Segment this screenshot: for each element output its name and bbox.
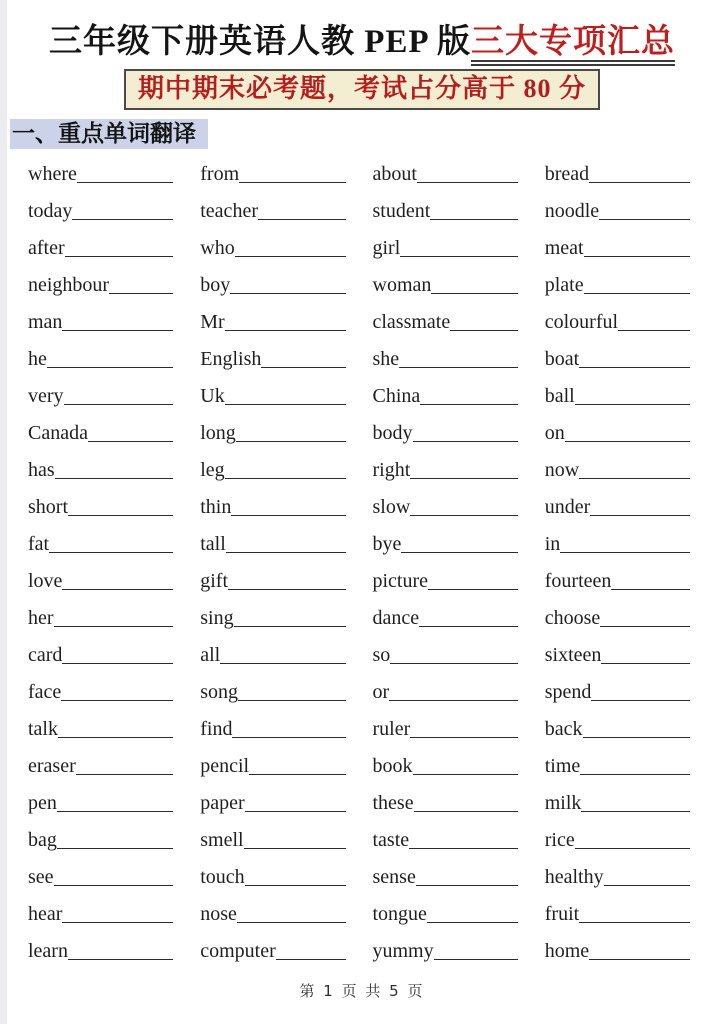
- answer-blank: [583, 737, 690, 738]
- answer-blank: [276, 959, 346, 960]
- word-cell: [200, 561, 345, 598]
- section-heading: 一、重点单词翻译: [10, 119, 208, 149]
- answer-blank: [417, 182, 518, 183]
- word-cell: [200, 413, 345, 450]
- word-cell: [200, 635, 345, 672]
- answer-blank: [589, 959, 690, 960]
- word-text: healthy: [544, 866, 604, 888]
- word-column: [373, 154, 518, 968]
- word-text: right: [372, 459, 411, 481]
- answer-blank: [236, 441, 346, 442]
- word-text: ball: [544, 385, 575, 407]
- page-title: [0, 22, 724, 62]
- word-cell: [200, 894, 345, 931]
- answer-blank: [428, 589, 518, 590]
- scan-edge-artifact: [0, 0, 7, 1024]
- word-text: sing: [200, 607, 234, 629]
- word-text: these: [372, 792, 414, 814]
- word-cell: [545, 228, 690, 265]
- word-cell: [373, 598, 518, 635]
- word-cell: [373, 524, 518, 561]
- answer-blank: [413, 441, 518, 442]
- answer-blank: [47, 367, 173, 368]
- answer-blank: [55, 478, 174, 479]
- answer-blank: [431, 293, 517, 294]
- word-text: after: [28, 237, 65, 259]
- word-text: from: [200, 163, 240, 185]
- word-text: in: [544, 533, 561, 555]
- answer-blank: [579, 478, 690, 479]
- answer-blank: [575, 848, 690, 849]
- word-text: face: [28, 681, 62, 703]
- words-grid: [0, 149, 724, 968]
- answer-blank: [261, 367, 345, 368]
- answer-blank: [416, 885, 518, 886]
- answer-blank: [72, 219, 173, 220]
- word-cell: [373, 450, 518, 487]
- word-cell: [28, 672, 173, 709]
- word-text: touch: [200, 866, 245, 888]
- answer-blank: [409, 848, 518, 849]
- answer-blank: [109, 293, 173, 294]
- word-text: China: [372, 385, 421, 407]
- word-text: tall: [200, 533, 226, 555]
- answer-blank: [232, 737, 345, 738]
- word-cell: [373, 746, 518, 783]
- word-text: eraser: [28, 755, 76, 777]
- word-text: English: [200, 348, 262, 370]
- answer-blank: [591, 700, 690, 701]
- word-cell: [545, 265, 690, 302]
- answer-blank: [239, 182, 345, 183]
- answer-blank: [228, 589, 345, 590]
- word-cell: [545, 894, 690, 931]
- answer-blank: [88, 441, 173, 442]
- answer-blank: [62, 663, 173, 664]
- word-cell: [545, 191, 690, 228]
- answer-blank: [410, 478, 517, 479]
- word-text: paper: [200, 792, 245, 814]
- word-text: bye: [372, 533, 402, 555]
- answer-blank: [580, 774, 690, 775]
- word-cell: [28, 561, 173, 598]
- word-cell: [28, 228, 173, 265]
- word-cell: [373, 265, 518, 302]
- word-cell: [28, 524, 173, 561]
- word-text: leg: [200, 459, 225, 481]
- word-text: pencil: [200, 755, 250, 777]
- answer-blank: [238, 700, 345, 701]
- word-text: she: [372, 348, 400, 370]
- answer-blank: [584, 293, 690, 294]
- answer-blank: [54, 885, 174, 886]
- word-cell: [545, 487, 690, 524]
- word-cell: [545, 302, 690, 339]
- answer-blank: [225, 404, 346, 405]
- answer-blank: [234, 626, 346, 627]
- word-text: Mr: [200, 311, 225, 333]
- word-text: sixteen: [544, 644, 602, 666]
- word-text: home: [544, 940, 590, 962]
- word-cell: [28, 154, 173, 191]
- answer-blank: [68, 959, 173, 960]
- answer-blank: [77, 182, 173, 183]
- answer-blank: [414, 811, 518, 812]
- word-cell: [545, 857, 690, 894]
- word-text: Uk: [200, 385, 225, 407]
- answer-blank: [49, 552, 173, 553]
- word-text: dance: [372, 607, 420, 629]
- word-cell: [200, 857, 345, 894]
- word-text: colourful: [544, 311, 619, 333]
- word-text: nose: [200, 903, 237, 925]
- word-cell: [200, 154, 345, 191]
- answer-blank: [62, 330, 173, 331]
- word-text: now: [544, 459, 580, 481]
- word-cell: [28, 820, 173, 857]
- word-cell: [200, 746, 345, 783]
- word-cell: [373, 931, 518, 968]
- word-cell: [373, 783, 518, 820]
- word-text: short: [28, 496, 68, 518]
- word-text: picture: [372, 570, 429, 592]
- word-text: yummy: [372, 940, 434, 962]
- answer-blank: [231, 515, 345, 516]
- word-text: man: [28, 311, 63, 333]
- answer-blank: [579, 922, 690, 923]
- word-cell: [200, 783, 345, 820]
- word-cell: [200, 672, 345, 709]
- answer-blank: [575, 404, 690, 405]
- word-cell: [28, 783, 173, 820]
- word-text: girl: [372, 237, 401, 259]
- page-number: 第 1 页 共 5 页: [299, 982, 425, 1000]
- word-text: time: [544, 755, 581, 777]
- answer-blank: [410, 737, 517, 738]
- answer-blank: [57, 848, 173, 849]
- word-cell: [545, 154, 690, 191]
- word-text: book: [372, 755, 413, 777]
- subtitle-row: [0, 69, 724, 110]
- word-text: long: [200, 422, 236, 444]
- word-cell: [200, 450, 345, 487]
- word-cell: [545, 746, 690, 783]
- word-text: choose: [544, 607, 601, 629]
- word-cell: [545, 820, 690, 857]
- word-cell: [28, 339, 173, 376]
- word-cell: [200, 931, 345, 968]
- answer-blank: [584, 256, 690, 257]
- section-heading-row: [10, 119, 724, 149]
- word-cell: [200, 339, 345, 376]
- word-column: [200, 154, 345, 968]
- word-text: he: [28, 348, 47, 370]
- word-text: neighbour: [28, 274, 110, 296]
- word-cell: [373, 191, 518, 228]
- word-cell: [200, 302, 345, 339]
- word-cell: [200, 598, 345, 635]
- word-text: teacher: [200, 200, 258, 222]
- word-text: ruler: [372, 718, 411, 740]
- word-cell: [373, 635, 518, 672]
- word-text: all: [200, 644, 221, 666]
- word-text: computer: [200, 940, 276, 962]
- word-text: bag: [28, 829, 57, 851]
- word-text: where: [28, 163, 77, 185]
- word-cell: [373, 154, 518, 191]
- answer-blank: [601, 663, 690, 664]
- answer-blank: [245, 811, 346, 812]
- word-cell: [373, 487, 518, 524]
- word-cell: [28, 709, 173, 746]
- word-text: meat: [544, 237, 584, 259]
- word-text: card: [28, 644, 63, 666]
- answer-blank: [235, 256, 346, 257]
- word-cell: [545, 376, 690, 413]
- word-cell: [28, 265, 173, 302]
- page-title-highlight: 三大专项汇总: [471, 24, 675, 66]
- word-text: plate: [544, 274, 584, 296]
- word-text: slow: [372, 496, 411, 518]
- word-text: fourteen: [544, 570, 612, 592]
- word-cell: [545, 931, 690, 968]
- word-cell: [28, 413, 173, 450]
- word-text: classmate: [372, 311, 451, 333]
- answer-blank: [244, 848, 346, 849]
- word-cell: [373, 857, 518, 894]
- word-cell: [373, 894, 518, 931]
- word-text: her: [28, 607, 54, 629]
- word-cell: [373, 376, 518, 413]
- word-cell: [545, 561, 690, 598]
- word-cell: [545, 524, 690, 561]
- answer-blank: [64, 404, 174, 405]
- answer-blank: [61, 700, 173, 701]
- word-text: thin: [200, 496, 232, 518]
- word-cell: [545, 672, 690, 709]
- answer-blank: [237, 922, 346, 923]
- answer-blank: [427, 922, 518, 923]
- word-cell: [373, 672, 518, 709]
- word-cell: [373, 228, 518, 265]
- answer-blank: [226, 552, 346, 553]
- answer-blank: [57, 811, 173, 812]
- word-text: bread: [544, 163, 590, 185]
- word-text: noodle: [544, 200, 600, 222]
- word-text: who: [200, 237, 235, 259]
- word-column: [545, 154, 690, 968]
- word-cell: [200, 191, 345, 228]
- word-cell: [200, 265, 345, 302]
- word-cell: [545, 339, 690, 376]
- word-text: spend: [544, 681, 592, 703]
- word-text: about: [372, 163, 417, 185]
- word-text: boat: [544, 348, 580, 370]
- answer-blank: [76, 774, 174, 775]
- answer-blank: [430, 219, 517, 220]
- answer-blank: [599, 219, 690, 220]
- word-text: milk: [544, 792, 582, 814]
- word-cell: [373, 413, 518, 450]
- word-cell: [545, 709, 690, 746]
- word-text: fat: [28, 533, 50, 555]
- word-cell: [545, 635, 690, 672]
- word-cell: [545, 413, 690, 450]
- page-title-main: 三年级下册英语人教 PEP 版: [48, 24, 471, 60]
- answer-blank: [62, 589, 173, 590]
- word-text: has: [28, 459, 55, 481]
- answer-blank: [560, 552, 690, 553]
- word-cell: [28, 894, 173, 931]
- word-text: rice: [544, 829, 575, 851]
- answer-blank: [450, 330, 518, 331]
- word-cell: [28, 746, 173, 783]
- answer-blank: [225, 478, 346, 479]
- word-cell: [200, 376, 345, 413]
- answer-blank: [400, 256, 517, 257]
- word-cell: [373, 302, 518, 339]
- word-text: student: [372, 200, 431, 222]
- word-text: on: [544, 422, 565, 444]
- word-cell: [373, 709, 518, 746]
- answer-blank: [410, 515, 517, 516]
- word-cell: [200, 228, 345, 265]
- word-cell: [28, 191, 173, 228]
- word-cell: [373, 820, 518, 857]
- word-text: woman: [372, 274, 432, 296]
- answer-blank: [245, 885, 346, 886]
- answer-blank: [399, 367, 518, 368]
- word-text: so: [372, 644, 391, 666]
- word-text: back: [544, 718, 583, 740]
- word-text: find: [200, 718, 233, 740]
- word-text: fruit: [544, 903, 580, 925]
- word-text: Canada: [28, 422, 88, 444]
- answer-blank: [420, 404, 517, 405]
- word-cell: [28, 931, 173, 968]
- word-cell: [373, 339, 518, 376]
- word-text: smell: [200, 829, 244, 851]
- answer-blank: [249, 774, 345, 775]
- word-cell: [28, 450, 173, 487]
- answer-blank: [434, 959, 518, 960]
- word-column: [28, 154, 173, 968]
- word-cell: [545, 450, 690, 487]
- answer-blank: [68, 515, 173, 516]
- answer-blank: [611, 589, 690, 590]
- word-text: very: [28, 385, 64, 407]
- word-text: song: [200, 681, 239, 703]
- word-cell: [200, 487, 345, 524]
- answer-blank: [590, 515, 690, 516]
- word-cell: [28, 376, 173, 413]
- answer-blank: [618, 330, 690, 331]
- answer-blank: [65, 256, 174, 257]
- word-text: sense: [372, 866, 416, 888]
- word-cell: [373, 561, 518, 598]
- answer-blank: [258, 219, 346, 220]
- word-text: see: [28, 866, 54, 888]
- answer-blank: [581, 811, 690, 812]
- word-cell: [200, 709, 345, 746]
- word-cell: [28, 487, 173, 524]
- answer-blank: [401, 552, 517, 553]
- word-cell: [545, 598, 690, 635]
- word-text: boy: [200, 274, 231, 296]
- word-cell: [28, 302, 173, 339]
- word-text: gift: [200, 570, 229, 592]
- word-cell: [28, 635, 173, 672]
- answer-blank: [579, 367, 690, 368]
- subtitle-banner: 期中期末必考题，考试占分高于 80 分: [124, 69, 600, 110]
- word-cell: [200, 820, 345, 857]
- word-cell: [200, 524, 345, 561]
- answer-blank: [419, 626, 518, 627]
- answer-blank: [413, 774, 518, 775]
- answer-blank: [58, 737, 173, 738]
- answer-blank: [230, 293, 345, 294]
- word-cell: [28, 598, 173, 635]
- answer-blank: [565, 441, 690, 442]
- answer-blank: [600, 626, 690, 627]
- word-text: under: [544, 496, 591, 518]
- word-text: learn: [28, 940, 68, 962]
- answer-blank: [220, 663, 345, 664]
- word-text: taste: [372, 829, 410, 851]
- word-text: or: [372, 681, 390, 703]
- word-text: love: [28, 570, 63, 592]
- word-cell: [545, 783, 690, 820]
- word-text: body: [372, 422, 413, 444]
- word-text: talk: [28, 718, 58, 740]
- answer-blank: [62, 922, 173, 923]
- answer-blank: [225, 330, 346, 331]
- word-text: today: [28, 200, 73, 222]
- word-text: hear: [28, 903, 63, 925]
- answer-blank: [589, 182, 690, 183]
- word-text: pen: [28, 792, 57, 814]
- answer-blank: [390, 663, 517, 664]
- answer-blank: [604, 885, 690, 886]
- word-cell: [28, 857, 173, 894]
- answer-blank: [54, 626, 174, 627]
- word-text: tongue: [372, 903, 427, 925]
- answer-blank: [389, 700, 518, 701]
